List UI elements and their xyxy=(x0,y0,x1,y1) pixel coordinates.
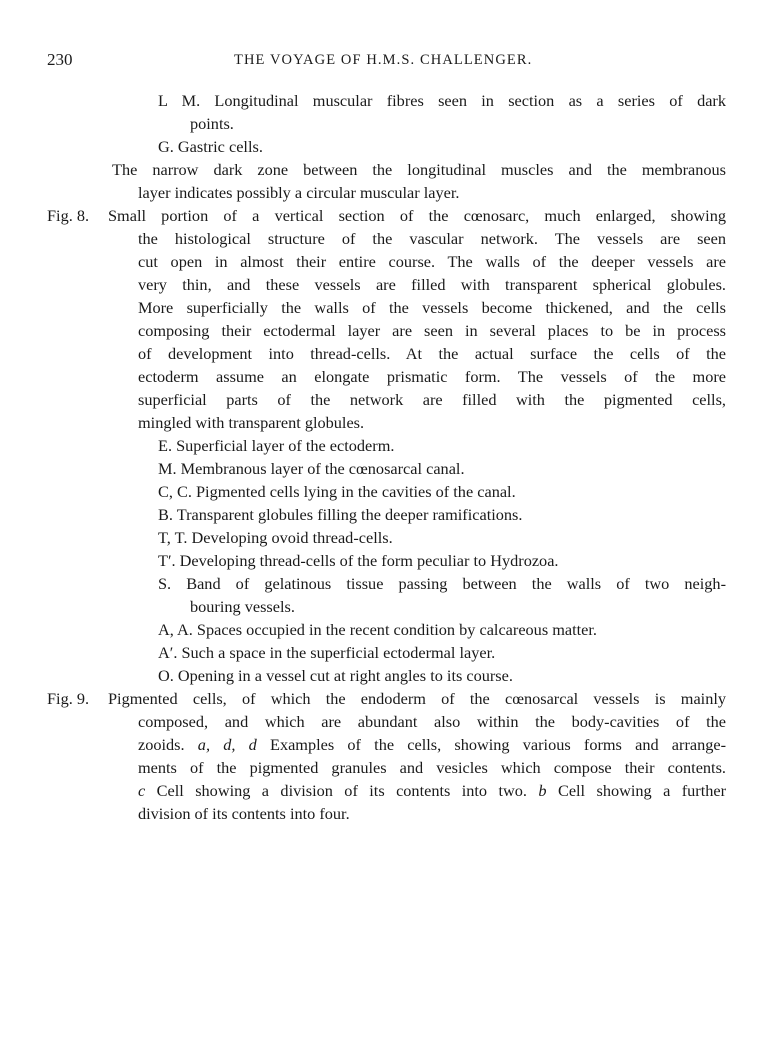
item-lm-cont: points. xyxy=(190,114,234,133)
fig-8-line: very thin, and these vessels are filled with transparent spherical globules. xyxy=(138,275,726,294)
item-lm: L M. Longitudinal muscular fibres seen in section as a series of dark xyxy=(158,91,726,110)
fig-9-line xyxy=(138,733,726,756)
note-line-1: The narrow dark zone between the longitudinal muscles and the membranous xyxy=(112,160,726,179)
fig-8-item: O. Opening in a vessel cut at right angles to its course. xyxy=(158,666,513,685)
fig-9-label: Fig. 9. xyxy=(47,689,90,708)
fig-8-line: of development into thread-cells. At the actual surface the cells of the xyxy=(138,344,726,363)
fig-9-italic-letters: a, d, d xyxy=(197,735,257,754)
fig-9-italic-letter: b xyxy=(538,781,547,800)
note-line-2: layer indicates possibly a circular muscular layer. xyxy=(138,183,460,202)
fig-8-item: S. Band of gelatinous tissue passing between the walls of two neigh- xyxy=(158,574,726,593)
fig-8-item-cont: bouring vessels. xyxy=(190,597,295,616)
fig-8-line: the histological structure of the vascular network. The vessels are seen xyxy=(138,229,726,248)
fig-8-line: composing their ectodermal layer are seen in several places to be in process xyxy=(138,321,726,340)
fig-8-line: superficial parts of the network are filled with the pigmented cells, xyxy=(138,390,726,409)
fig-8-item: B. Transparent globules filling the deeper ramifications. xyxy=(158,505,523,524)
item-g: G. Gastric cells. xyxy=(158,137,263,156)
fig-8-item: A′. Such a space in the superficial ectodermal layer. xyxy=(158,643,496,662)
fig-9-line: division of its contents into four. xyxy=(138,804,350,823)
fig-9-text: Examples of the cells, showing various forms and arrange- xyxy=(270,735,727,754)
fig-9-line: Pigmented cells, of which the endoderm of the cœnosarcal vessels is mainly xyxy=(108,689,726,708)
fig-8-item: T′. Developing thread-cells of the form peculiar to Hydrozoa. xyxy=(158,551,559,570)
fig-8-line: ectoderm assume an elongate prismatic form. The vessels of the more xyxy=(138,367,726,386)
fig-8-line: mingled with transparent globules. xyxy=(138,413,365,432)
fig-9-text: zooids. xyxy=(138,735,185,754)
fig-9-line: composed, and which are abundant also within the body-cavities of the xyxy=(138,712,726,731)
fig-9-italic-letter: c xyxy=(138,781,146,800)
fig-8-label: Fig. 8. xyxy=(47,206,90,225)
running-title: THE VOYAGE OF H.M.S. CHALLENGER. xyxy=(234,52,533,68)
fig-8-item: M. Membranous layer of the cœnosarcal canal. xyxy=(158,459,465,478)
fig-8-line: cut open in almost their entire course. The walls of the deeper vessels are xyxy=(138,252,726,271)
fig-8-item: E. Superficial layer of the ectoderm. xyxy=(158,436,395,455)
fig-9-line xyxy=(138,779,726,802)
fig-8-line: More superficially the walls of the vessels become thickened, and the cells xyxy=(138,298,726,317)
page-number: 230 xyxy=(47,50,73,69)
fig-8-item: C, C. Pigmented cells lying in the cavities of the canal. xyxy=(158,482,516,501)
fig-9-line: ments of the pigmented granules and vesicles which compose their contents. xyxy=(138,758,726,777)
fig-8-item: T, T. Developing ovoid thread-cells. xyxy=(158,528,393,547)
fig-8-line: Small portion of a vertical section of the cœnosarc, much enlarged, showing xyxy=(108,206,726,225)
fig-9-text: Cell showing a division of its contents into two. xyxy=(156,781,527,800)
page-header xyxy=(47,48,727,72)
fig-9-text: Cell showing a further xyxy=(557,781,727,800)
fig-8-item: A, A. Spaces occupied in the recent condition by calcareous matter. xyxy=(158,620,597,639)
